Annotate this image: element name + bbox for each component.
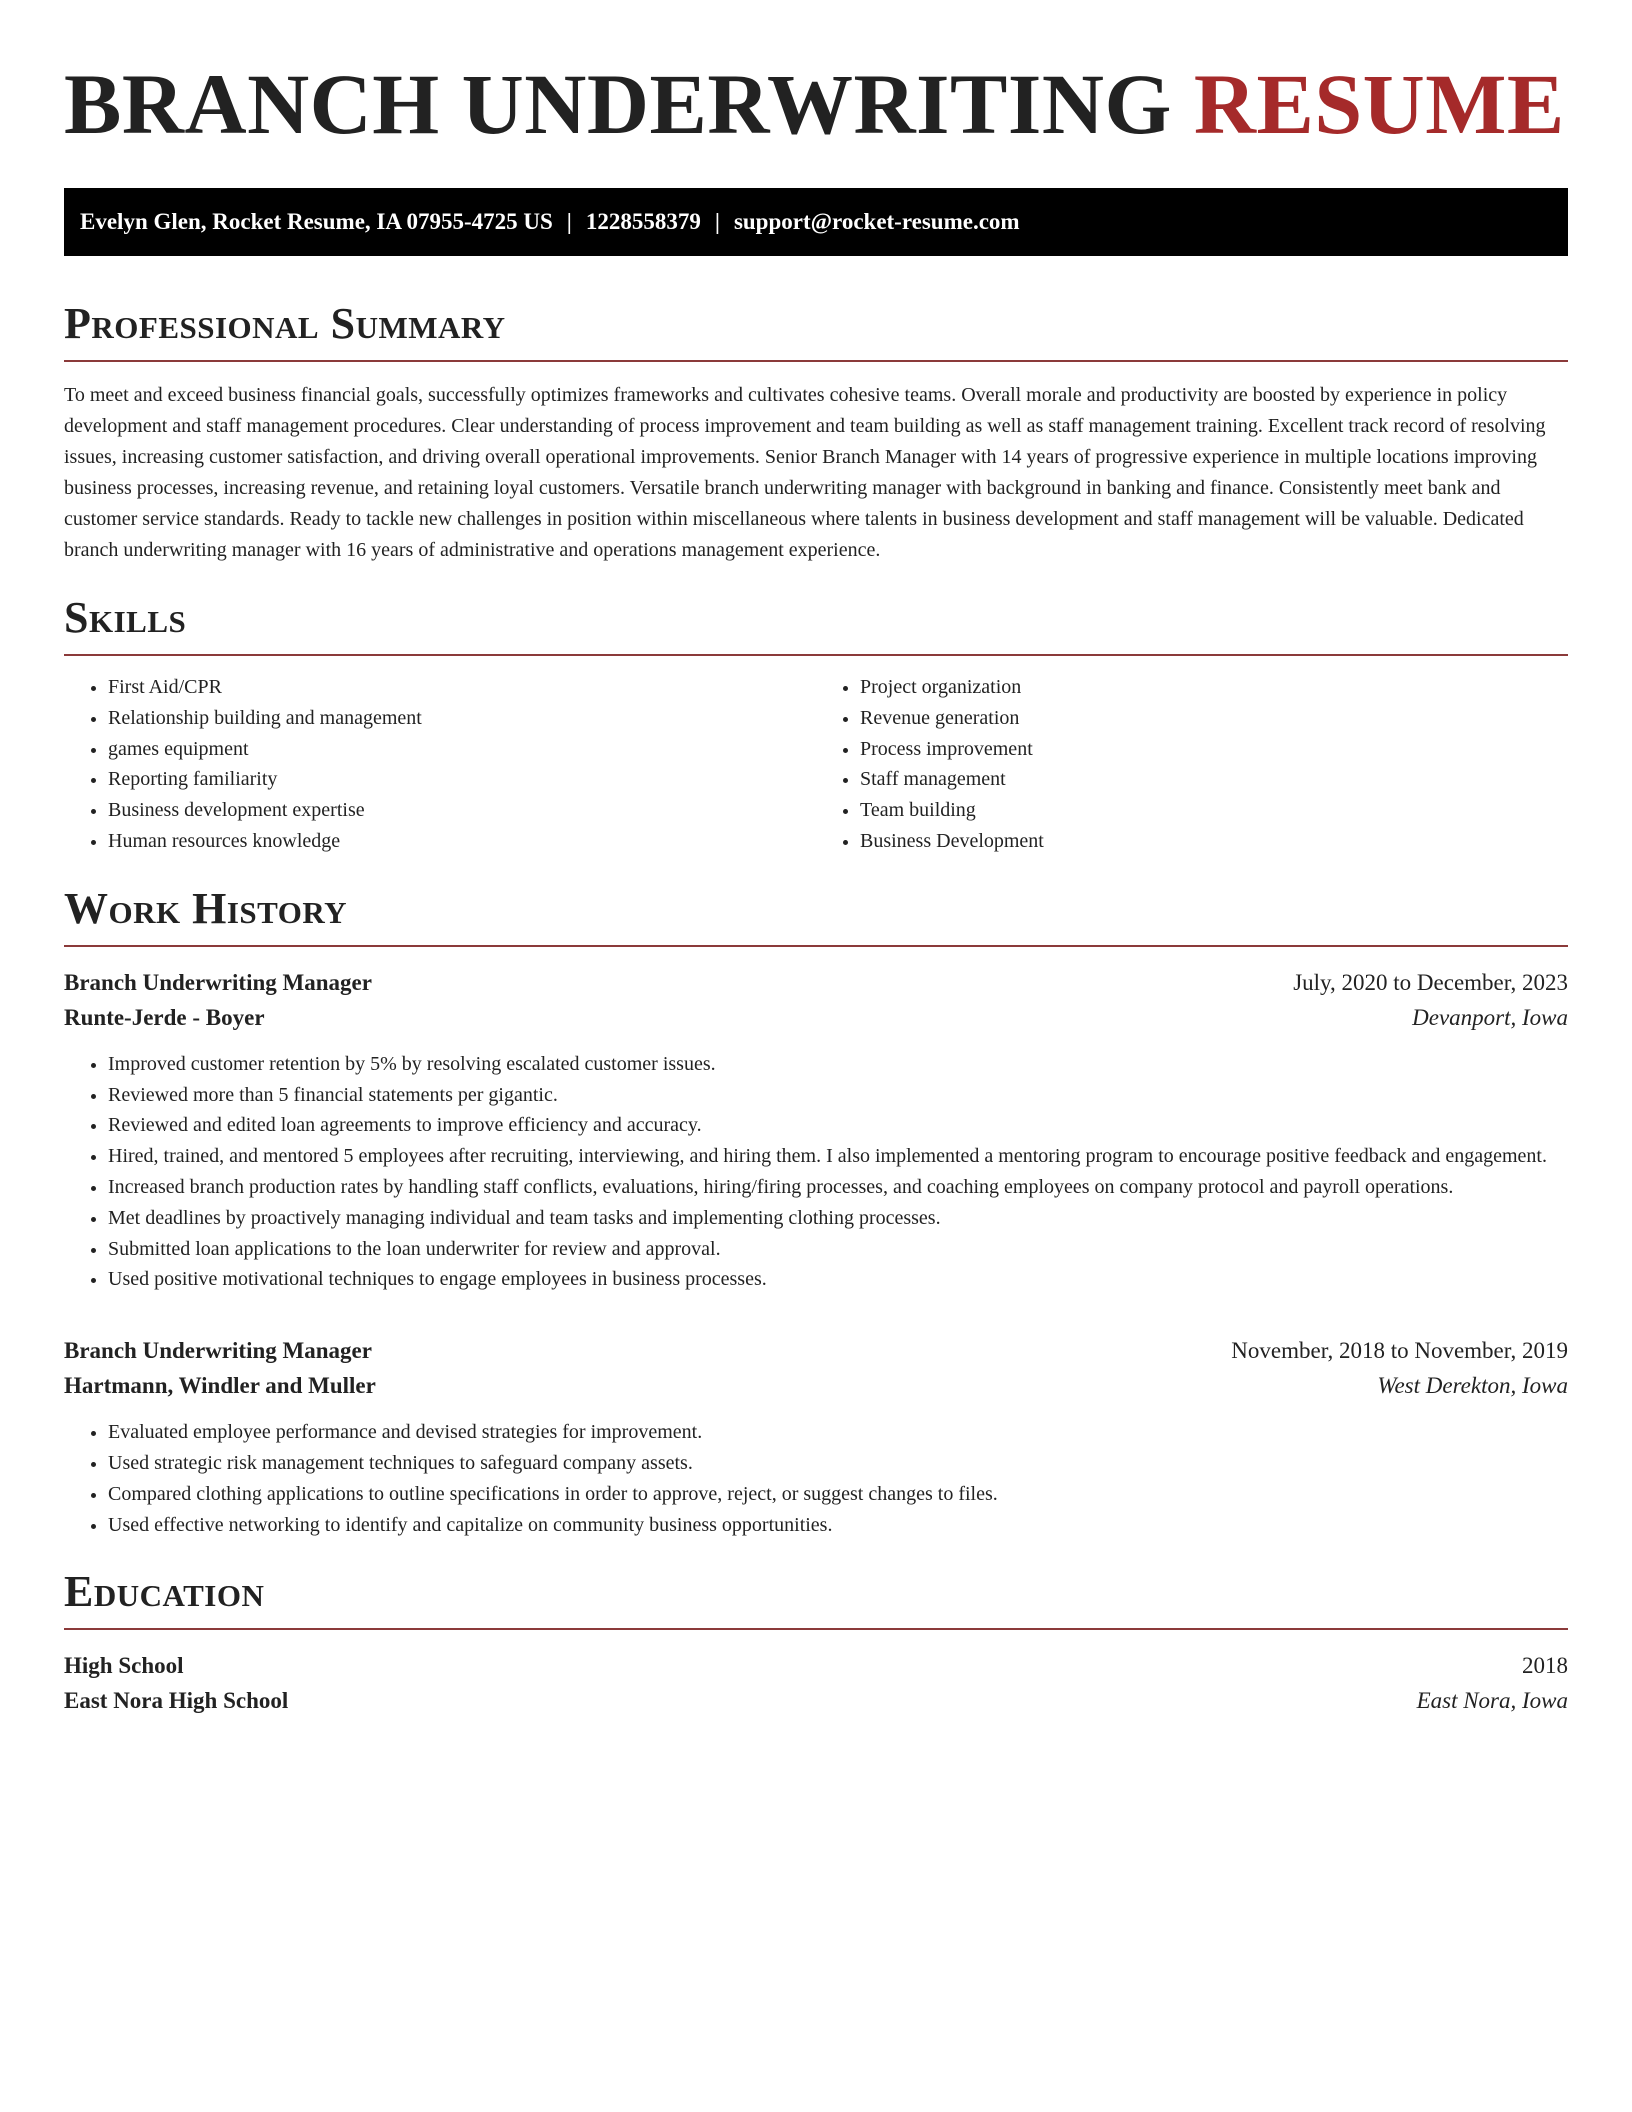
job-bullet: • Increased branch production rates by handling staff conflicts, evaluations, hiring/firing processes, and coaching employees on company protocol and payroll operations.	[108, 1172, 1568, 1203]
job-location: West Derekton, Iowa	[1377, 1373, 1568, 1399]
skill-item: • Process improvement	[860, 734, 1568, 765]
job-bullet: • Evaluated employee performance and devised strategies for improvement.	[108, 1417, 1568, 1448]
job-dates: July, 2020 to December, 2023	[1293, 969, 1568, 995]
education-entry	[64, 1648, 1568, 1718]
skills-list-left	[64, 672, 816, 857]
job-bullet: • Submitted loan applications to the loan underwriter for review and approval.	[108, 1234, 1568, 1265]
job-employer-row	[64, 1000, 1568, 1035]
job-title: Branch Underwriting Manager	[64, 1338, 372, 1364]
job-bullet: • Improved customer retention by 5% by resolving escalated customer issues.	[108, 1049, 1568, 1080]
job-header-row	[64, 1333, 1568, 1368]
education-section	[64, 1566, 1568, 1718]
job-bullet: • Used positive motivational techniques to engage employees in business processes.	[108, 1264, 1568, 1295]
skill-item: • Business development expertise	[108, 795, 816, 826]
job-employer-row	[64, 1368, 1568, 1403]
title-main: BRANCH UNDERWRITING	[64, 56, 1172, 152]
contact-address: Evelyn Glen, Rocket Resume, IA 07955-4725 US	[80, 209, 553, 234]
job-dates: November, 2018 to November, 2019	[1231, 1338, 1568, 1364]
skill-item: • Team building	[860, 795, 1568, 826]
job-bullet: • Met deadlines by proactively managing individual and team tasks and implementing clothing processes.	[108, 1203, 1568, 1234]
job-bullet: • Reviewed and edited loan agreements to improve efficiency and accuracy.	[108, 1110, 1568, 1141]
section-heading-work-history: Work History	[64, 883, 348, 933]
education-year: 2018	[1522, 1653, 1568, 1679]
education-school-row	[64, 1683, 1568, 1718]
job-bullet-list	[64, 1417, 1568, 1540]
contact-separator: |	[566, 209, 572, 234]
section-divider	[64, 654, 1568, 656]
skill-item: • Project organization	[860, 672, 1568, 703]
skill-item: • Revenue generation	[860, 703, 1568, 734]
contact-bar	[64, 188, 1568, 256]
resume-title	[64, 56, 1568, 152]
summary-section	[64, 298, 1568, 566]
skill-item: • First Aid/CPR	[108, 672, 816, 703]
skill-item: • games equipment	[108, 734, 816, 765]
section-heading-summary: Professional Summary	[64, 299, 506, 348]
section-heading-skills: Skills	[64, 593, 187, 642]
job-header-row	[64, 965, 1568, 1000]
section-divider	[64, 360, 1568, 362]
job-bullet: • Reviewed more than 5 financial statements per gigantic.	[108, 1080, 1568, 1111]
job-title: Branch Underwriting Manager	[64, 969, 372, 995]
section-divider	[64, 945, 1568, 947]
job-bullet: • Used effective networking to identify and capitalize on community business opportunities.	[108, 1510, 1568, 1541]
skills-list-right	[816, 672, 1568, 857]
education-location: East Nora, Iowa	[1416, 1688, 1568, 1714]
contact-separator: |	[714, 209, 720, 234]
contact-phone: 1228558379	[585, 209, 701, 234]
skills-section	[64, 592, 1568, 857]
skills-grid	[64, 672, 1568, 857]
section-heading-education: Education	[64, 1567, 265, 1617]
skill-item: • Reporting familiarity	[108, 764, 816, 795]
skill-item: • Relationship building and management	[108, 703, 816, 734]
job-entry	[64, 965, 1568, 1295]
job-bullet-list	[64, 1049, 1568, 1295]
title-accent: RESUME	[1193, 56, 1565, 152]
skill-item: • Business Development	[860, 826, 1568, 857]
job-bullet: • Compared clothing applications to outline specifications in order to approve, reject, or suggest changes to files.	[108, 1479, 1568, 1510]
skill-item: • Human resources knowledge	[108, 826, 816, 857]
education-header-row	[64, 1648, 1568, 1683]
education-school: East Nora High School	[64, 1688, 289, 1714]
education-degree: High School	[64, 1653, 184, 1679]
work-history-section	[64, 883, 1568, 1541]
job-employer: Runte-Jerde - Boyer	[64, 1004, 265, 1030]
job-bullet: • Used strategic risk management techniques to safeguard company assets.	[108, 1448, 1568, 1479]
section-divider	[64, 1628, 1568, 1630]
contact-email: support@rocket-resume.com	[733, 209, 1020, 234]
job-bullet: • Hired, trained, and mentored 5 employees after recruiting, interviewing, and hiring them. I also implemented a mentoring program to encourage positive feedback and engagement.	[108, 1141, 1568, 1172]
summary-text: To meet and exceed business financial goals, successfully optimizes frameworks and cultivates cohesive teams. Overall morale and productivity are boosted by experience in policy development and staff management procedures. Clear understanding of process improvement and team building as well as staff management training. Excellent track record of resolving issues, increasing customer satisfaction, and driving overall operational improvements. Senior Branch Manager with 14 years of progressive experience in multiple locations improving business processes, increasing revenue, and retaining loyal customers. Versatile branch underwriting manager with background in banking and finance. Consistently meet bank and customer service standards. Ready to tackle new challenges in position within miscellaneous where talents in business development and staff management will be valuable. Dedicated branch underwriting manager with 16 years of administrative and operations management experience.	[64, 384, 1546, 561]
job-employer: Hartmann, Windler and Muller	[64, 1373, 376, 1399]
skill-item: • Staff management	[860, 764, 1568, 795]
job-location: Devanport, Iowa	[1412, 1004, 1568, 1030]
job-entry	[64, 1333, 1568, 1540]
